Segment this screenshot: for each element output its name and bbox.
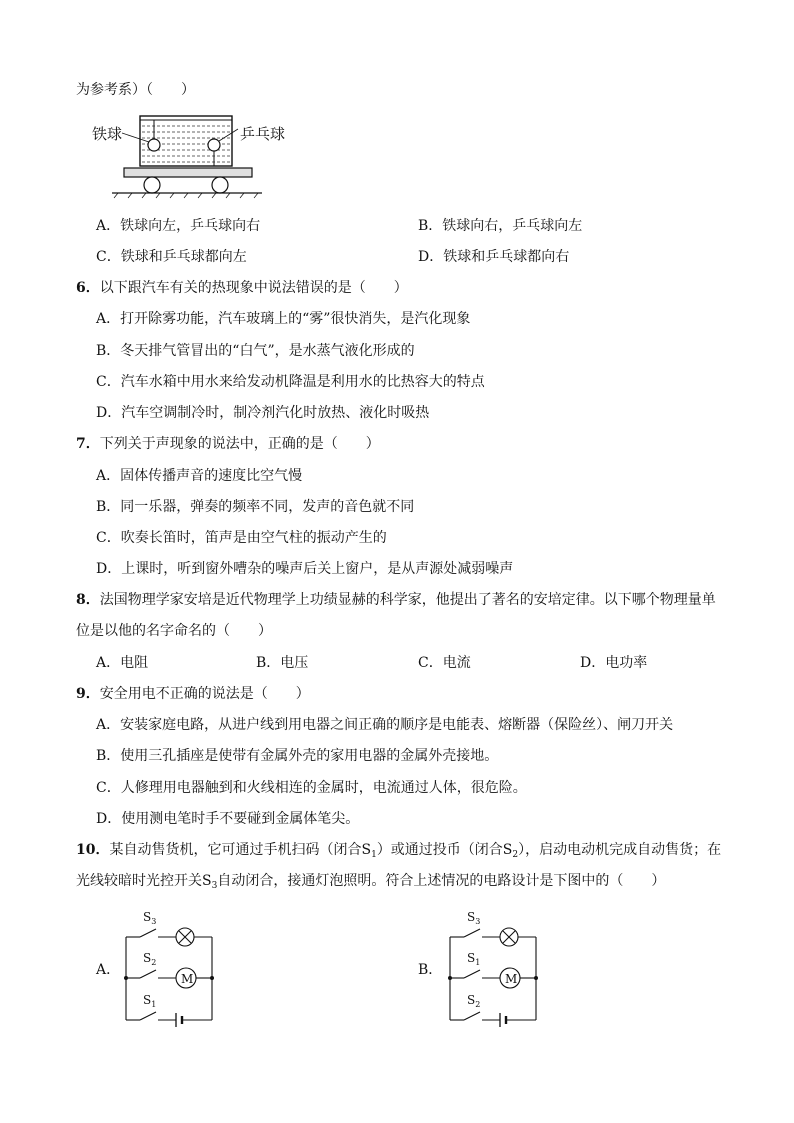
- q6-option-b: B．冬天排气管冒出的“白气”，是水蒸气液化形成的: [96, 343, 415, 359]
- q5-option-c: C．铁球和乒乓球都向左: [96, 249, 247, 265]
- q9-option-b: B．使用三孔插座是使带有金属外壳的家用电器的金属外壳接地。: [96, 748, 499, 764]
- cart-base: [124, 168, 252, 177]
- q8-option-a: A．电阻: [96, 655, 149, 671]
- q6-option-c: C．汽车水箱中用水来给发动机降温是利用水的比热容大的特点: [96, 374, 485, 390]
- circuit-b-diagram: [442, 905, 552, 1030]
- circuit-b-motor-label: M: [505, 972, 518, 986]
- q7-number: 7．: [76, 436, 100, 452]
- q9-option-c: C．人修理用电器触到和火线相连的金属时，电流通过人体，很危险。: [96, 780, 527, 796]
- q8-option-c: C．电流: [418, 655, 471, 671]
- q9-stem: [76, 684, 310, 704]
- q6-option-d: D．汽车空调制冷时，制冷剂汽化时放热、液化时吸热: [96, 405, 430, 421]
- q5-option-b: B．铁球向右，乒乓球向左: [418, 218, 583, 234]
- q8-stem-line2: 位是以他的名字命名的（ ）: [76, 623, 272, 639]
- circuit-b-s3-label: $S_3$: [467, 910, 481, 926]
- q8-option-d: D．电功率: [580, 655, 648, 671]
- q5-option-d: D．铁球和乒乓球都向右: [418, 249, 570, 265]
- ping-pong-ball: [208, 139, 220, 151]
- q9-option-a: A．安装家庭电路，从进户线到用电器之间正确的顺序是电能表、熔断器（保险丝）、闸刀开关: [96, 717, 674, 733]
- circuit-b-label: B．: [418, 962, 443, 978]
- q7-stem: [76, 434, 380, 454]
- q10-stem-line1: [76, 840, 721, 865]
- q10-text-1a: 某自动售货机，它可通过手机扫码（闭合S: [109, 842, 372, 858]
- q6-number: 6．: [76, 280, 100, 296]
- cart-wheel-left: [144, 177, 160, 193]
- circuit-a-s3-label: $S_3$: [143, 910, 157, 926]
- q5-option-a: A．铁球向左，乒乓球向右: [96, 218, 261, 234]
- q6-text: 以下跟汽车有关的热现象中说法错误的是（ ）: [99, 280, 408, 296]
- circuit-a-label: A．: [96, 962, 121, 978]
- q10-text-1b: ）或通过投币（闭合S: [376, 842, 513, 858]
- q10-sub-1: 1: [371, 850, 377, 860]
- circuit-b-s2-label: $S_2$: [467, 993, 481, 1009]
- q7-text: 下列关于声现象的说法中，正确的是（ ）: [99, 436, 380, 452]
- cart-wheel-right: [212, 177, 228, 193]
- q8-stem-line1: [76, 590, 716, 610]
- q9-option-d: D．使用测电笔时手不要碰到金属体笔尖。: [96, 811, 360, 827]
- q8-number: 8．: [76, 592, 100, 608]
- q5-stem-tail: 为参考系）（ ）: [76, 82, 195, 98]
- q7-option-d: D．上课时，听到窗外嘈杂的噪声后关上窗户，是从声源处减弱噪声: [96, 561, 514, 577]
- circuit-a-motor-label: M: [181, 972, 194, 986]
- q8-option-b: B．电压: [256, 655, 309, 671]
- q7-option-a: A．固体传播声音的速度比空气慢: [96, 468, 303, 484]
- iron-ball: [148, 139, 160, 151]
- q10-sub-3: 3: [211, 881, 218, 891]
- q8-text-1: 法国物理学家安培是近代物理学上功绩显赫的科学家，他提出了著名的安培定律。以下哪个物理量单: [99, 592, 716, 608]
- q7-option-b: B．同一乐器，弹奏的频率不同，发声的音色就不同: [96, 499, 415, 515]
- q9-number: 9．: [76, 686, 100, 702]
- q10-sub-2: 2: [512, 850, 519, 860]
- label-iron-ball: 铁球: [92, 125, 123, 143]
- circuit-a-s1-label: $S_1$: [143, 993, 157, 1009]
- q10-text-1c: ），启动电动机完成自动售货；在: [518, 842, 722, 858]
- q6-stem: [76, 278, 408, 298]
- q9-text: 安全用电不正确的说法是（ ）: [99, 686, 310, 702]
- q10-stem-line2: [76, 871, 665, 896]
- label-ping-pong-ball: 乒乓球: [240, 125, 286, 143]
- q7-option-c: C．吹奏长笛时，笛声是由空气柱的振动产生的: [96, 530, 387, 546]
- q6-option-a: A．打开除雾功能，汽车玻璃上的“雾”很快消失，是汽化现象: [96, 311, 471, 327]
- circuit-a-s2-label: $S_2$: [143, 951, 157, 967]
- q10-number: 10．: [76, 842, 110, 858]
- q10-text-2a: 光线较暗时光控开关S: [76, 873, 212, 889]
- circuit-b-s1-label: $S_1$: [467, 951, 481, 967]
- circuit-a-diagram: [118, 905, 228, 1030]
- q10-text-2b: 自动闭合，接通灯泡照明。符合上述情况的电路设计是下图中的（ ）: [217, 873, 666, 889]
